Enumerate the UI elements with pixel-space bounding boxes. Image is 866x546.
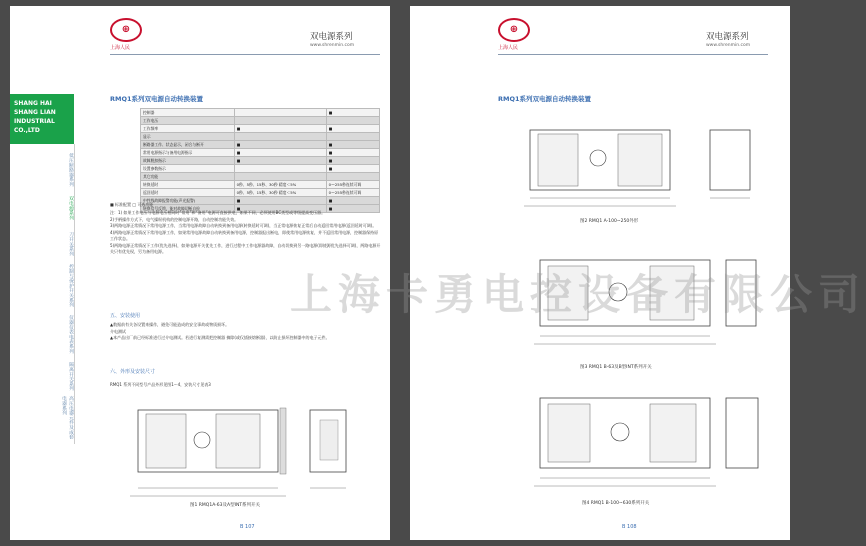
- table-row: [141, 181, 380, 189]
- website: www.shrenmin.com: [706, 43, 751, 48]
- table-cell: [234, 109, 326, 117]
- watermark: 上海卡勇电控设备有限公司: [290, 270, 866, 319]
- brand-name: 上海人民: [498, 45, 519, 51]
- bullet-line: ▲本产品出厂前已经标准进行过介电测试。若进行复测需把控制器 摘除(或仅插接熔断器)，以防止损坏控制器中的电子元件。: [110, 335, 330, 340]
- bullet-line: 介电测试: [110, 328, 126, 334]
- brand-name: 上海人民: [110, 45, 131, 51]
- table-cell: 断路器工作、状态显示，闭合与断开: [141, 141, 235, 149]
- note-line: 4)两路电源正常情况下常用电源工作，如果常用电源故障自动转换到备用电源，控制器报出断电，即使常用电源恢复，并不返回常用电源，控制器保持原工作状态。: [110, 229, 379, 241]
- table-cell: ■: [234, 141, 326, 149]
- section-5-heading: 五、安装使用: [110, 313, 141, 319]
- note-line: 3)两路电源正常情况下常用电源工作，当常用电源故障自动转换到备用电源(转换延时可调)，当正常电源恢复正常后自动返回常用电源(返回延时可调)。: [110, 223, 377, 228]
- table-cell: [326, 117, 379, 125]
- sidebar-item-active[interactable]: 双电源系列: [68, 196, 73, 220]
- table-cell: 常用电源指示与备用电源指示: [141, 149, 235, 157]
- logo-icon: ⊕: [110, 18, 142, 42]
- fig4-drawing: [500, 386, 770, 498]
- header-divider: [110, 54, 380, 55]
- company-line: SHANG HAI: [14, 100, 52, 107]
- table-cell: 中性线故障报警功能(声光报警): [141, 197, 235, 205]
- sidebar-item[interactable]: 高压电器元件及成套电器系列: [61, 396, 73, 440]
- series-title: 双电源系列: [706, 32, 749, 42]
- table-cell: 设置参数指示: [141, 165, 235, 173]
- bullet-line: ▲数据前有关各设置来操作，避免可能造成的安全事故或物质损坏。: [110, 322, 230, 327]
- table-row: [141, 141, 380, 149]
- table-cell: [234, 165, 326, 173]
- section-title: RMQ1系列双电源自动转换装置: [110, 95, 204, 103]
- table-row: [141, 109, 380, 117]
- table-row: [141, 133, 380, 141]
- spec-table: [140, 108, 380, 213]
- table-row: [141, 157, 380, 165]
- company-box: [10, 94, 74, 144]
- table-cell: ■: [326, 125, 379, 133]
- table-cell: ■: [326, 109, 379, 117]
- brand-logo: [110, 18, 142, 51]
- figure-3-caption: 图3 RMQ1 B-63及B型INT系列开关: [580, 365, 652, 370]
- fig2-drawing: [500, 114, 770, 214]
- table-cell: 转换信号反馈，能对故障切断自检: [141, 205, 235, 213]
- section-6-heading: 六、外形及安装尺寸: [110, 369, 156, 375]
- table-cell: [234, 133, 326, 141]
- table-cell: 工作电压: [141, 117, 235, 125]
- note-line: 2)手柄操作方式下，电气操纵机构的控制电源开路，自动控制功能失效。: [110, 216, 239, 222]
- table-cell: ■: [326, 205, 379, 213]
- table-cell: ■: [234, 157, 326, 165]
- brand-logo: [498, 18, 530, 51]
- header-divider: [498, 54, 768, 55]
- table-cell: ■: [326, 197, 379, 205]
- figure-1-caption: 图1 RMQ1A-63及A型INT系列开关: [190, 503, 261, 508]
- table-cell: 控制器: [141, 109, 235, 117]
- logo-icon: ⊕: [498, 18, 530, 42]
- table-row: [141, 125, 380, 133]
- sidebar-item[interactable]: 仪器仪表电表系列: [68, 314, 73, 354]
- fig1-drawing: [120, 396, 380, 508]
- table-cell: 其它功能: [141, 173, 235, 181]
- table-cell: [326, 173, 379, 181]
- table-cell: ■: [326, 157, 379, 165]
- table-cell: ■: [326, 165, 379, 173]
- install-notes: [110, 322, 382, 342]
- table-cell: 显示: [141, 133, 235, 141]
- figure-4-caption: 图4 RMQ1 B-100~630系列开关: [582, 501, 650, 506]
- table-row: [141, 189, 380, 197]
- note-line: 注：1) 如果工作电压与电源电压相同时“常用”和“备用”电源可直接供电，如果不同，必须使用BC类型或等级提高变压器。: [110, 210, 326, 215]
- table-cell: [326, 133, 379, 141]
- page-number: B 108: [622, 524, 637, 530]
- table-cell: 工作频率: [141, 125, 235, 133]
- table-row: [141, 165, 380, 173]
- page-number: B 107: [240, 524, 255, 530]
- sidebar-item[interactable]: 隔离开关系列: [68, 361, 73, 391]
- table-row: [141, 197, 380, 205]
- company-line: INDUSTRIAL: [14, 118, 55, 125]
- dimension-note: RMQ1 系列不同型号产品外形见图1～4，安装尺寸见表3: [110, 382, 211, 387]
- table-cell: ■: [234, 197, 326, 205]
- table-cell: ■: [234, 125, 326, 133]
- category-sidebar: [10, 144, 75, 444]
- website: www.shrenmin.com: [310, 43, 355, 48]
- table-cell: 返回延时: [141, 189, 235, 197]
- table-cell: 0秒、5秒、15秒、30秒 精度＜5%: [234, 181, 326, 189]
- series-title: 双电源系列: [310, 32, 353, 42]
- note-line: 5)两路电源正常情况下工作(优先选择)，如果电源开关优先工作，进行过程中工作电源器故障，自动切换到另一路电源(即使源优先选择可调)，两路电源开关只有优先权，另为备用电源。: [110, 242, 381, 254]
- figure-2-caption: 图2 RMQ1 A-100~250外形: [580, 219, 639, 224]
- table-cell: 故障脱扣指示: [141, 157, 235, 165]
- table-cell: ■: [326, 141, 379, 149]
- table-cell: [234, 173, 326, 181]
- table-row: [141, 117, 380, 125]
- company-line: CO.,LTD: [14, 127, 40, 134]
- sidebar-item[interactable]: 控制与保护开关系列: [68, 264, 73, 308]
- table-cell: [234, 117, 326, 125]
- table-cell: 0秒、5秒、15秒、30秒 精度＜5%: [234, 189, 326, 197]
- company-line: SHANG LIAN: [14, 109, 56, 116]
- table-row: [141, 149, 380, 157]
- table-cell: ■: [234, 205, 326, 213]
- table-cell: ■: [234, 149, 326, 157]
- table-cell: 0～255秒连续可调: [326, 189, 379, 197]
- table-cell: 转换延时: [141, 181, 235, 189]
- sidebar-item[interactable]: 低压断路器系列: [68, 153, 73, 187]
- table-cell: ■: [326, 149, 379, 157]
- table-cell: 0～255秒连续可调: [326, 181, 379, 189]
- sidebar-item[interactable]: 刀开关系列: [68, 232, 73, 256]
- legend-text: ■ 标准配置 □ 可选功能: [110, 202, 154, 207]
- table-row: [141, 173, 380, 181]
- section-title: RMQ1系列双电源自动转换装置: [498, 95, 592, 103]
- notes-block: [110, 210, 382, 256]
